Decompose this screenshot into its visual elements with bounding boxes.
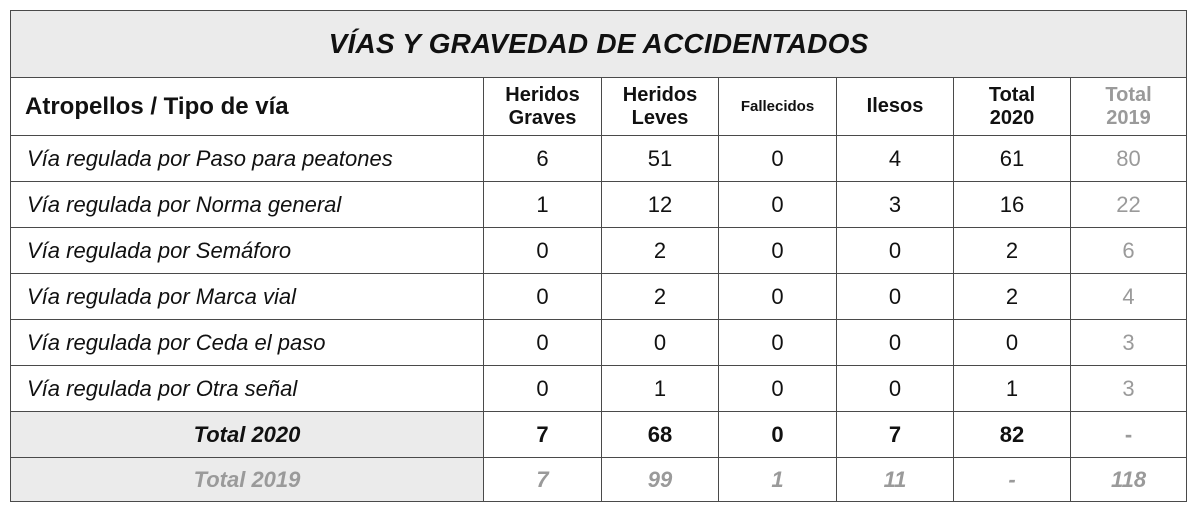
total-2019-fallecidos: 1 (719, 458, 837, 502)
total-2020-fallecidos: 0 (719, 412, 837, 458)
table-title: VÍAS Y GRAVEDAD DE ACCIDENTADOS (11, 11, 1187, 78)
table-row (11, 274, 1187, 320)
header-heridos-graves (484, 78, 602, 136)
header-label-line2: Graves (508, 106, 577, 129)
total-2019-total-2019: 118 (1071, 458, 1187, 502)
table-row (11, 228, 1187, 274)
header-label-line1: Fallecidos (740, 98, 815, 115)
cell-fallecidos: 0 (719, 228, 837, 274)
table-row (11, 136, 1187, 182)
total-2020-ilesos: 7 (837, 412, 954, 458)
cell-heridos-leves: 0 (602, 320, 719, 366)
header-road-type: Atropellos / Tipo de vía (11, 78, 484, 136)
total-2019-total-2020: - (954, 458, 1071, 502)
header-label-line1: Total (988, 83, 1036, 106)
table-row (11, 182, 1187, 228)
accident-table-container (10, 10, 1186, 502)
row-label: Vía regulada por Paso para peatones (11, 136, 484, 182)
table-row (11, 366, 1187, 412)
cell-total-2019: 80 (1071, 136, 1187, 182)
cell-heridos-graves: 0 (484, 228, 602, 274)
row-label: Vía regulada por Otra señal (11, 366, 484, 412)
cell-ilesos: 3 (837, 182, 954, 228)
cell-fallecidos: 0 (719, 182, 837, 228)
total-2020-heridos-graves: 7 (484, 412, 602, 458)
cell-heridos-leves: 2 (602, 274, 719, 320)
total-2020-label: Total 2020 (11, 412, 484, 458)
header-label-line1: Ilesos (866, 95, 924, 117)
cell-heridos-leves: 51 (602, 136, 719, 182)
cell-fallecidos: 0 (719, 320, 837, 366)
cell-ilesos: 0 (837, 274, 954, 320)
cell-total-2020: 0 (954, 320, 1071, 366)
cell-ilesos: 0 (837, 228, 954, 274)
row-label: Vía regulada por Ceda el paso (11, 320, 484, 366)
row-label: Vía regulada por Marca vial (11, 274, 484, 320)
header-label-line2: 2020 (989, 106, 1035, 129)
cell-heridos-graves: 6 (484, 136, 602, 182)
cell-fallecidos: 0 (719, 366, 837, 412)
cell-total-2020: 16 (954, 182, 1071, 228)
header-row (11, 78, 1187, 136)
header-fallecidos (719, 78, 837, 136)
total-2019-heridos-leves: 99 (602, 458, 719, 502)
cell-total-2020: 2 (954, 274, 1071, 320)
row-label: Vía regulada por Semáforo (11, 228, 484, 274)
cell-heridos-graves: 0 (484, 366, 602, 412)
cell-total-2020: 61 (954, 136, 1071, 182)
total-2020-heridos-leves: 68 (602, 412, 719, 458)
cell-heridos-graves: 0 (484, 320, 602, 366)
cell-total-2020: 1 (954, 366, 1071, 412)
total-2020-total-2019: - (1071, 412, 1187, 458)
cell-total-2019: 3 (1071, 320, 1187, 366)
total-2020-row (11, 412, 1187, 458)
header-total-2020 (954, 78, 1071, 136)
cell-total-2019: 22 (1071, 182, 1187, 228)
total-2020-total-2020: 82 (954, 412, 1071, 458)
cell-total-2020: 2 (954, 228, 1071, 274)
total-2019-heridos-graves: 7 (484, 458, 602, 502)
table-row (11, 320, 1187, 366)
header-label-line1: Total (1105, 83, 1152, 106)
header-label-line1: Heridos (505, 83, 580, 106)
row-label: Vía regulada por Norma general (11, 182, 484, 228)
cell-heridos-graves: 1 (484, 182, 602, 228)
cell-heridos-leves: 12 (602, 182, 719, 228)
total-2019-row (11, 458, 1187, 502)
header-total-2019 (1071, 78, 1187, 136)
header-label-line1: Heridos (622, 83, 698, 106)
cell-ilesos: 4 (837, 136, 954, 182)
cell-total-2019: 4 (1071, 274, 1187, 320)
cell-total-2019: 3 (1071, 366, 1187, 412)
total-2019-label: Total 2019 (11, 458, 484, 502)
cell-ilesos: 0 (837, 320, 954, 366)
total-2019-ilesos: 11 (837, 458, 954, 502)
accident-severity-table (10, 10, 1187, 502)
cell-heridos-leves: 2 (602, 228, 719, 274)
cell-heridos-graves: 0 (484, 274, 602, 320)
title-row (11, 11, 1187, 78)
cell-fallecidos: 0 (719, 136, 837, 182)
header-label-line2: Leves (631, 106, 689, 129)
header-ilesos (837, 78, 954, 136)
cell-ilesos: 0 (837, 366, 954, 412)
header-heridos-leves (602, 78, 719, 136)
cell-total-2019: 6 (1071, 228, 1187, 274)
cell-heridos-leves: 1 (602, 366, 719, 412)
cell-fallecidos: 0 (719, 274, 837, 320)
header-label-line2: 2019 (1106, 106, 1151, 129)
